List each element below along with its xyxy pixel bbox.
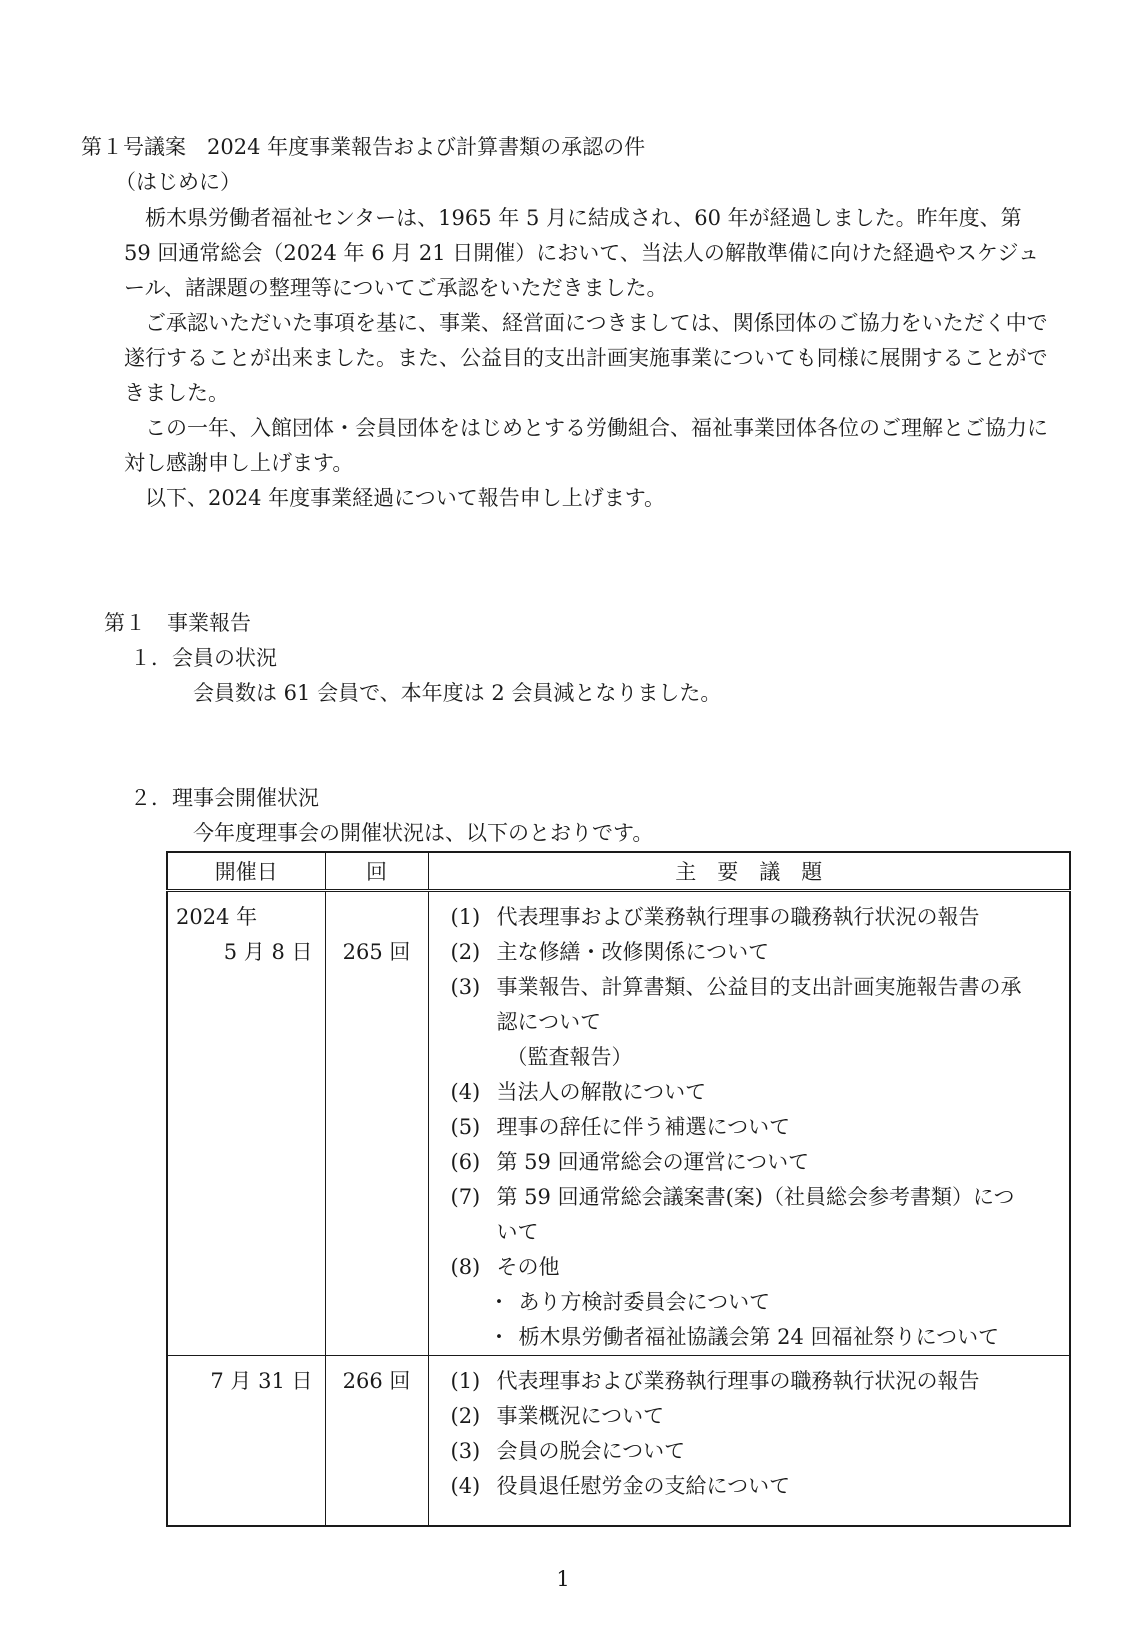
section-title: 第１ 事業報告 [104, 611, 251, 635]
agenda-item [451, 1399, 1066, 1434]
agenda-item [451, 1180, 1066, 1215]
agenda-item-number: (1) [450, 1369, 481, 1393]
intro-body [124, 201, 1054, 516]
header-agenda: 主 要 議 題 [428, 852, 1070, 891]
agenda-item-text: 第 59 回通常総会の運営について [496, 1150, 810, 1174]
header-round: 回 [325, 852, 428, 891]
table-row [167, 891, 1070, 1356]
agenda-subitem [451, 1320, 1066, 1355]
agenda-cell [428, 1356, 1070, 1526]
meeting-round-cell [325, 891, 428, 1356]
bullet-icon: ・ [488, 1290, 510, 1314]
agenda-item-text: 代表理事および業務執行理事の職務執行状況の報告 [496, 905, 980, 929]
agenda-item-number: (4) [450, 1474, 481, 1498]
agenda-title: 第１号議案 2024 年度事業報告および計算書類の承認の件 [81, 135, 646, 159]
meeting-round: 266 回 [342, 1369, 411, 1393]
agenda-item [451, 970, 1066, 1005]
agenda-item-number: (3) [450, 1439, 481, 1463]
agenda-subitem [451, 1285, 1066, 1320]
agenda-cell [428, 891, 1070, 1356]
agenda-item-continuation: いて [496, 1220, 539, 1244]
agenda-item [451, 935, 1066, 970]
agenda-item-text: 当法人の解散について [496, 1080, 707, 1104]
meeting-date: 5 月 8 日 [223, 940, 313, 964]
agenda-item [451, 900, 1066, 935]
agenda-item-text: 事業概況について [496, 1404, 665, 1428]
page-number: 1 [556, 1567, 570, 1591]
intro-paragraph: 以下、2024 年度事業経過について報告申し上げます。 [145, 486, 666, 510]
board-meetings-text: 今年度理事会の開催状況は、以下のとおりです。 [193, 821, 654, 845]
intro-paragraph: この一年、入館団体・会員団体をはじめとする労働組合、福祉事業団体各位のご理解とご協力に対し感謝申し上げます。 [124, 416, 1048, 475]
agenda-item-text: 会員の脱会について [496, 1439, 686, 1463]
meeting-date-cell [167, 891, 325, 1356]
agenda-item [451, 1145, 1066, 1180]
agenda-item [451, 1075, 1066, 1110]
meeting-date-cell [167, 1356, 325, 1526]
agenda-item-number: (2) [450, 940, 481, 964]
agenda-item-text: その他 [496, 1255, 560, 1279]
meeting-round-cell [325, 1356, 428, 1526]
agenda-item-text: 第 59 回通常総会議案書(案)（社員総会参考書類）につ [496, 1185, 1015, 1209]
members-heading: １．会員の状況 [130, 646, 277, 670]
agenda-item-number: (1) [450, 905, 481, 929]
meeting-year: 2024 年 [176, 905, 258, 929]
agenda-item-note: （監査報告） [506, 1045, 633, 1069]
agenda-item-number: (4) [450, 1080, 481, 1104]
header-date: 開催日 [167, 852, 325, 891]
agenda-item-text: 役員退任慰労金の支給について [496, 1474, 791, 1498]
agenda-item-text: 理事の辞任に伴う補選について [496, 1115, 791, 1139]
meeting-round: 265 回 [342, 940, 411, 964]
bullet-icon: ・ [488, 1325, 510, 1349]
agenda-item-number: (3) [450, 975, 481, 999]
agenda-item [451, 1110, 1066, 1145]
intro-paragraph: ご承認いただいた事項を基に、事業、経営面につきましては、関係団体のご協力をいただく中で遂行することが出来ました。また、公益目的支出計画実施事業についても同様に展開することができました。 [124, 311, 1048, 405]
agenda-item-text: 主な修繕・改修関係について [496, 940, 770, 964]
agenda-item [451, 1434, 1066, 1469]
table-header-row [167, 852, 1070, 891]
agenda-item [451, 1469, 1066, 1504]
agenda-item-number: (5) [450, 1115, 481, 1139]
agenda-item-continuation: 認について [496, 1010, 602, 1034]
agenda-item-number: (7) [450, 1185, 481, 1209]
agenda-subitem-text: あり方検討委員会について [518, 1290, 771, 1314]
intro-heading: （はじめに） [115, 170, 241, 194]
members-text: 会員数は 61 会員で、本年度は 2 会員減となりました。 [193, 681, 722, 705]
agenda-item-number: (6) [450, 1150, 481, 1174]
board-meetings-heading: ２．理事会開催状況 [130, 786, 319, 810]
agenda-item-text: 代表理事および業務執行理事の職務執行状況の報告 [496, 1369, 980, 1393]
board-meetings-table [166, 851, 1069, 1505]
meeting-date: 7 月 31 日 [210, 1369, 313, 1393]
agenda-item-number: (2) [450, 1404, 481, 1428]
intro-paragraph: 栃木県労働者福祉センターは、1965 年 5 月に結成され、60 年が経過しました。昨年度、第 59 回通常総会（2024 年 6 月 21 日開催）において、当法人の解散準備に向けた経過やスケジュール、諸課題の整理等についてご承認をいただきました。 [124, 206, 1040, 300]
agenda-item [451, 1364, 1066, 1399]
agenda-item-number: (8) [450, 1255, 481, 1279]
table-row [167, 1356, 1070, 1526]
agenda-subitem-text: 栃木県労働者福祉協議会第 24 回福祉祭りについて [518, 1325, 1000, 1349]
agenda-item-text: 事業報告、計算書類、公益目的支出計画実施報告書の承 [496, 975, 1022, 999]
agenda-item [451, 1250, 1066, 1285]
